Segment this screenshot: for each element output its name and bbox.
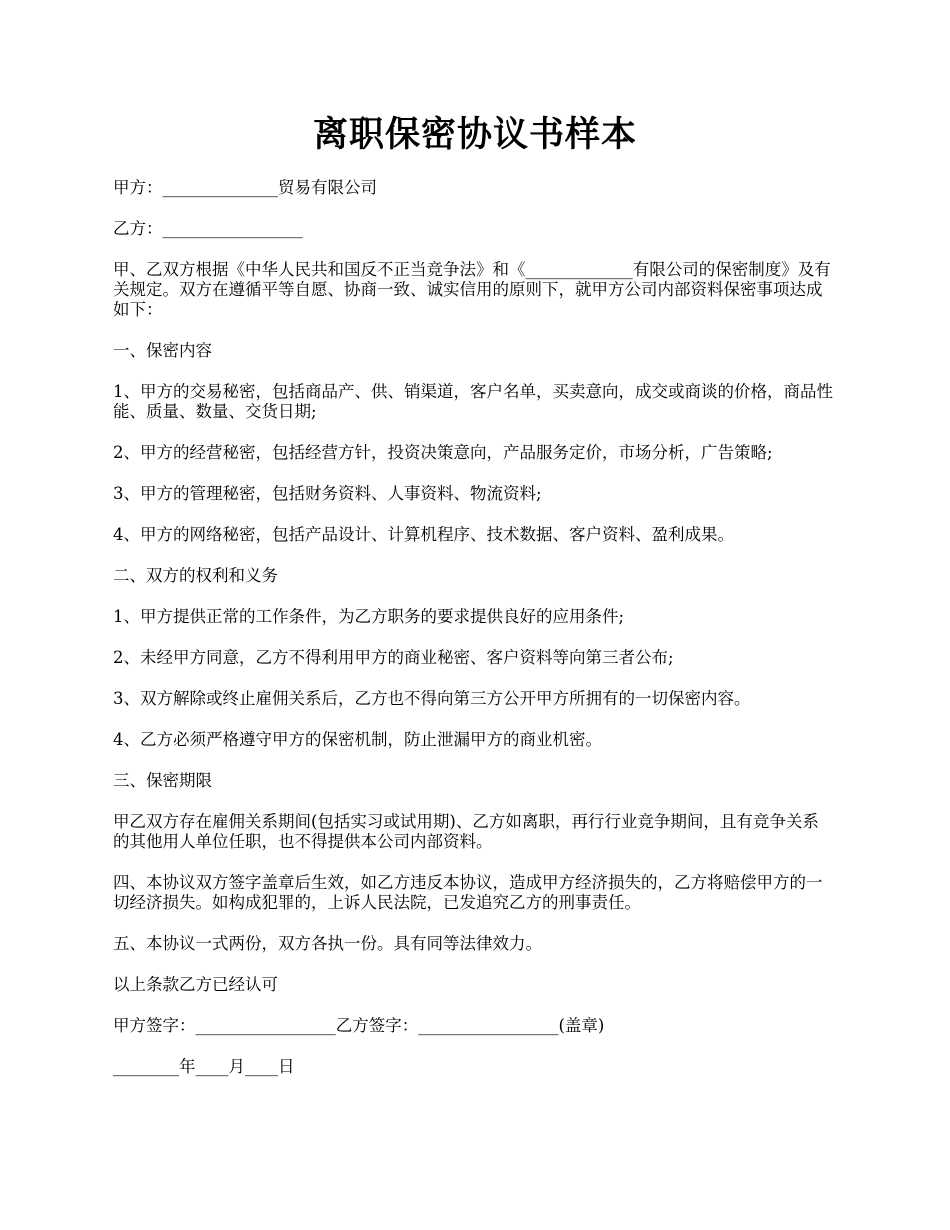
signature-line: 甲方签字：_________________乙方签字：_________________(盖章): [113, 1016, 605, 1035]
section-heading-confidential-content: 一、保密内容: [113, 341, 212, 360]
clause-employment-period: 甲乙双方存在雇佣关系期间(包括实习或试用期)、乙方如离职，再行行业竞争期间，且有竞争关系的其他用人单位任职，也不得提供本公司内部资料。: [113, 812, 819, 851]
clause-business-secrets: 2、甲方的经营秘密，包括经营方针，投资决策意向，产品服务定价，市场分析，广告策略;: [113, 443, 773, 462]
date-line: ________年____月____日: [113, 1057, 295, 1076]
preamble-paragraph: 甲、乙双方根据《中华人民共和国反不正当竞争法》和《_____________有限公司的保密制度》及有关规定。双方在遵循平等自愿、协商一致、诚实信用的原则下，就甲方公司内部资料保密事项达成如下：: [113, 260, 831, 319]
section-heading-rights-obligations: 二、双方的权利和义务: [113, 566, 278, 585]
party-b-line: 乙方：_________________: [113, 219, 303, 238]
clause-network-secrets: 4、甲方的网络秘密，包括产品设计、计算机程序、技术数据、客户资料、盈利成果。: [113, 525, 734, 544]
clause-no-disclosure: 2、未经甲方同意，乙方不得利用甲方的商业秘密、客户资料等向第三者公布;: [113, 648, 674, 667]
clause-after-termination: 3、双方解除或终止雇佣关系后，乙方也不得向第三方公开甲方所拥有的一切保密内容。: [113, 689, 751, 708]
document-title: 离职保密协议书样本: [312, 114, 637, 155]
party-a-line: 甲方：______________贸易有限公司: [113, 178, 377, 197]
clause-trade-secrets: 1、甲方的交易秘密，包括商品产、供、销渠道，客户名单，买卖意向，成交或商谈的价格，商品性能、质量、数量、交货日期;: [113, 382, 833, 421]
acknowledgement-line: 以上条款乙方已经认可: [113, 975, 278, 994]
clause-management-secrets: 3、甲方的管理秘密，包括财务资料、人事资料、物流资料;: [113, 484, 542, 503]
clause-effectiveness: 四、本协议双方签字盖章后生效，如乙方违反本协议，造成甲方经济损失的，乙方将赔偿甲方的一切经济损失。如构成犯罪的，上诉人民法院，已发追究乙方的刑事责任。: [113, 873, 823, 912]
clause-work-conditions: 1、甲方提供正常的工作条件，为乙方职务的要求提供良好的应用条件;: [113, 607, 625, 626]
clause-comply-mechanism: 4、乙方必须严格遵守甲方的保密机制，防止泄漏甲方的商业机密。: [113, 730, 602, 749]
clause-copies: 五、本协议一式两份，双方各执一份。具有同等法律效力。: [113, 934, 542, 953]
section-heading-confidential-period: 三、保密期限: [113, 771, 212, 790]
document-body: [113, 178, 835, 1098]
